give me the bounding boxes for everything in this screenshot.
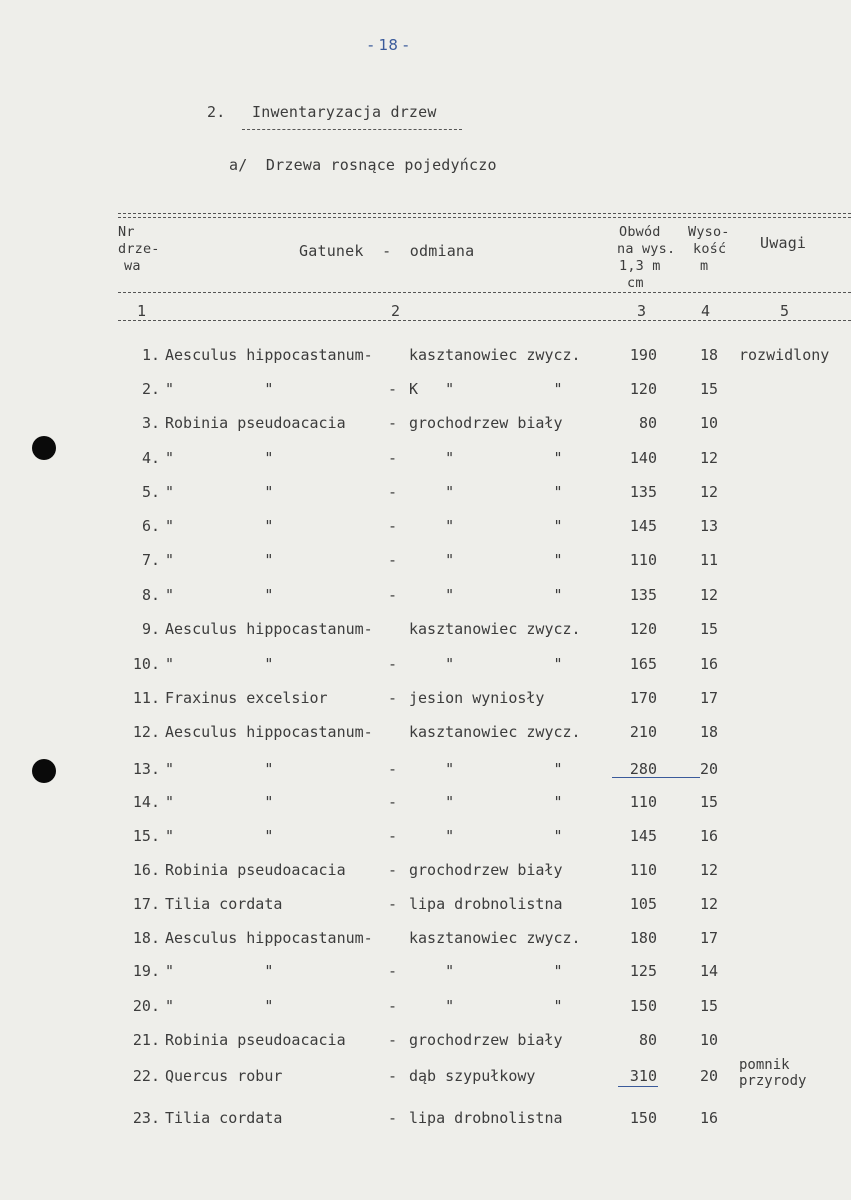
cell-girth: 210 <box>629 723 657 741</box>
cell-polish-name: kasztanowiec zwycz. <box>409 929 581 947</box>
cell-polish-name: " " <box>409 827 563 845</box>
table-row <box>0 620 851 640</box>
cell-latin-name: Fraxinus excelsior <box>165 689 328 707</box>
cell-polish-name: " " <box>409 655 563 673</box>
cell-polish-name: " " <box>409 962 563 980</box>
table-row <box>0 346 851 366</box>
cell-latin-name: Aesculus hippocastanum- <box>165 929 373 947</box>
header-bottom-rule <box>118 292 851 293</box>
cell-latin-name: " " <box>165 586 274 604</box>
column-number-rule <box>118 320 851 321</box>
cell-nr: 23. <box>132 1109 160 1127</box>
cell-polish-name: kasztanowiec zwycz. <box>409 346 581 364</box>
section-title: Inwentaryzacja drzew <box>252 103 437 121</box>
cell-dash: - <box>388 449 398 467</box>
cell-nr: 1. <box>141 346 160 364</box>
cell-girth: 110 <box>629 861 657 879</box>
cell-polish-name: grochodrzew biały <box>409 414 563 432</box>
cell-height: 12 <box>699 449 718 467</box>
cell-latin-name: " " <box>165 997 274 1015</box>
cell-height: 18 <box>699 346 718 364</box>
cell-girth: 165 <box>629 655 657 673</box>
cell-polish-name: grochodrzew biały <box>409 1031 563 1049</box>
cell-girth: 140 <box>629 449 657 467</box>
cell-dash: - <box>388 861 398 879</box>
table-row <box>0 827 851 847</box>
cell-girth: 125 <box>629 962 657 980</box>
cell-polish-name: kasztanowiec zwycz. <box>409 723 581 741</box>
cell-latin-name: Tilia cordata <box>165 1109 283 1127</box>
table-row <box>0 449 851 469</box>
cell-height: 17 <box>699 929 718 947</box>
cell-girth: 145 <box>629 827 657 845</box>
section-number: 2. <box>207 103 226 121</box>
cell-nr: 11. <box>132 689 160 707</box>
cell-nr: 20. <box>132 997 160 1015</box>
table-row <box>0 1109 851 1129</box>
cell-latin-name: " " <box>165 551 274 569</box>
cell-girth: 180 <box>629 929 657 947</box>
cell-latin-name: " " <box>165 517 274 535</box>
column-number-4: 4 <box>701 302 711 320</box>
cell-polish-name: " " <box>409 997 563 1015</box>
cell-nr: 22. <box>132 1067 160 1085</box>
table-row <box>0 414 851 434</box>
cell-girth: 80 <box>638 1031 657 1049</box>
cell-latin-name: " " <box>165 483 274 501</box>
table-row <box>0 793 851 813</box>
header-girth-line4: cm <box>627 275 644 291</box>
cell-polish-name: " " <box>409 551 563 569</box>
cell-height: 12 <box>699 895 718 913</box>
cell-dash: - <box>388 1031 398 1049</box>
page-number: - 18 - <box>368 36 409 54</box>
cell-height: 20 <box>699 1067 718 1085</box>
header-nr-line3: wa <box>124 258 141 274</box>
table-row <box>0 380 851 400</box>
cell-girth: 120 <box>629 620 657 638</box>
cell-girth: 105 <box>629 895 657 913</box>
cell-dash: - <box>388 793 398 811</box>
cell-dash: - <box>388 380 398 398</box>
cell-height: 16 <box>699 1109 718 1127</box>
cell-height: 15 <box>699 793 718 811</box>
cell-dash: - <box>388 997 398 1015</box>
cell-latin-name: " " <box>165 655 274 673</box>
cell-polish-name: " " <box>409 517 563 535</box>
cell-nr: 8. <box>141 586 160 604</box>
cell-latin-name: " " <box>165 793 274 811</box>
cell-polish-name: " " <box>409 483 563 501</box>
cell-height: 16 <box>699 655 718 673</box>
cell-height: 11 <box>699 551 718 569</box>
table-row <box>0 517 851 537</box>
header-notes: Uwagi <box>760 234 807 252</box>
cell-girth: 135 <box>629 586 657 604</box>
cell-polish-name: " " <box>409 449 563 467</box>
cell-nr: 18. <box>132 929 160 947</box>
table-row <box>0 895 851 915</box>
cell-height: 13 <box>699 517 718 535</box>
cell-girth: 190 <box>629 346 657 364</box>
cell-girth: 280 <box>629 760 657 778</box>
column-number-5: 5 <box>780 302 790 320</box>
table-row <box>0 1057 851 1089</box>
table-row <box>0 760 851 780</box>
cell-nr: 9. <box>141 620 160 638</box>
heading-underline <box>242 129 462 130</box>
cell-nr: 17. <box>132 895 160 913</box>
cell-dash: - <box>388 895 398 913</box>
cell-notes: rozwidlony <box>739 346 830 364</box>
cell-nr: 19. <box>132 962 160 980</box>
table-row <box>0 586 851 606</box>
cell-height: 17 <box>699 689 718 707</box>
cell-height: 12 <box>699 861 718 879</box>
table-row <box>0 997 851 1017</box>
cell-latin-name: Aesculus hippocastanum- <box>165 723 373 741</box>
cell-dash: - <box>388 689 398 707</box>
cell-polish-name: jesion wyniosły <box>409 689 545 707</box>
table-top-rule <box>118 213 851 214</box>
cell-height: 14 <box>699 962 718 980</box>
cell-notes: pomnik przyrody <box>739 1057 807 1089</box>
cell-polish-name: lipa drobnolistna <box>409 1109 563 1127</box>
cell-nr: 14. <box>132 793 160 811</box>
cell-dash: - <box>388 1067 398 1085</box>
cell-dash: - <box>388 827 398 845</box>
table-row <box>0 1031 851 1051</box>
table-row <box>0 929 851 949</box>
table-row <box>0 655 851 675</box>
table-row <box>0 689 851 709</box>
cell-polish-name: dąb szypułkowy <box>409 1067 536 1085</box>
cell-girth: 135 <box>629 483 657 501</box>
cell-height: 20 <box>699 760 718 778</box>
cell-girth: 80 <box>638 414 657 432</box>
header-nr-line2: drze- <box>118 241 160 257</box>
cell-girth: 110 <box>629 551 657 569</box>
cell-nr: 10. <box>132 655 160 673</box>
cell-nr: 16. <box>132 861 160 879</box>
cell-height: 15 <box>699 997 718 1015</box>
cell-nr: 13. <box>132 760 160 778</box>
cell-height: 18 <box>699 723 718 741</box>
cell-latin-name: Robinia pseudoacacia <box>165 1031 346 1049</box>
header-girth-line2: na wys. <box>617 241 676 257</box>
cell-polish-name: " " <box>409 793 563 811</box>
table-top-rule-2 <box>118 217 851 218</box>
cell-latin-name: " " <box>165 827 274 845</box>
cell-dash: - <box>388 962 398 980</box>
cell-height: 10 <box>699 1031 718 1049</box>
cell-nr: 4. <box>141 449 160 467</box>
cell-height: 15 <box>699 620 718 638</box>
cell-latin-name: Aesculus hippocastanum- <box>165 346 373 364</box>
header-girth-line1: Obwód <box>619 224 661 240</box>
header-height-line2: kość <box>693 241 727 257</box>
column-number-1: 1 <box>137 302 147 320</box>
cell-polish-name: kasztanowiec zwycz. <box>409 620 581 638</box>
cell-polish-name: K " " <box>409 380 563 398</box>
cell-nr: 12. <box>132 723 160 741</box>
cell-latin-name: Quercus robur <box>165 1067 283 1085</box>
cell-girth: 110 <box>629 793 657 811</box>
cell-polish-name: " " <box>409 760 563 778</box>
cell-polish-name: " " <box>409 586 563 604</box>
column-number-2: 2 <box>391 302 401 320</box>
subheading: a/ Drzewa rosnące pojedyńczo <box>229 156 497 174</box>
cell-girth: 150 <box>629 997 657 1015</box>
cell-latin-name: " " <box>165 380 274 398</box>
cell-dash: - <box>388 551 398 569</box>
cell-latin-name: " " <box>165 449 274 467</box>
cell-nr: 3. <box>141 414 160 432</box>
cell-nr: 21. <box>132 1031 160 1049</box>
cell-latin-name: " " <box>165 760 274 778</box>
table-row <box>0 962 851 982</box>
column-number-3: 3 <box>637 302 647 320</box>
cell-height: 10 <box>699 414 718 432</box>
table-row <box>0 861 851 881</box>
header-species: Gatunek - odmiana <box>299 242 475 260</box>
table-row <box>0 483 851 503</box>
cell-nr: 5. <box>141 483 160 501</box>
header-nr-line1: Nr <box>118 224 135 240</box>
handwritten-underline-row-13 <box>612 777 700 778</box>
cell-latin-name: Tilia cordata <box>165 895 283 913</box>
cell-nr: 15. <box>132 827 160 845</box>
cell-dash: - <box>388 483 398 501</box>
cell-dash: - <box>388 760 398 778</box>
handwritten-underline-row-22 <box>618 1086 658 1087</box>
cell-nr: 2. <box>141 380 160 398</box>
cell-dash: - <box>388 414 398 432</box>
cell-height: 15 <box>699 380 718 398</box>
cell-nr: 6. <box>141 517 160 535</box>
cell-dash: - <box>388 655 398 673</box>
table-row <box>0 551 851 571</box>
cell-dash: - <box>388 586 398 604</box>
cell-dash: - <box>388 517 398 535</box>
cell-height: 12 <box>699 586 718 604</box>
cell-girth: 170 <box>629 689 657 707</box>
cell-latin-name: Robinia pseudoacacia <box>165 414 346 432</box>
cell-latin-name: Aesculus hippocastanum- <box>165 620 373 638</box>
cell-polish-name: lipa drobnolistna <box>409 895 563 913</box>
cell-latin-name: " " <box>165 962 274 980</box>
cell-nr: 7. <box>141 551 160 569</box>
cell-polish-name: grochodrzew biały <box>409 861 563 879</box>
header-girth-line3: 1,3 m <box>619 258 661 274</box>
cell-latin-name: Robinia pseudoacacia <box>165 861 346 879</box>
cell-height: 12 <box>699 483 718 501</box>
cell-girth: 150 <box>629 1109 657 1127</box>
cell-dash: - <box>388 1109 398 1127</box>
header-height-line3: m <box>700 258 709 274</box>
cell-girth: 310 <box>629 1067 657 1085</box>
cell-height: 16 <box>699 827 718 845</box>
cell-girth: 145 <box>629 517 657 535</box>
table-row <box>0 723 851 743</box>
cell-girth: 120 <box>629 380 657 398</box>
header-height-line1: Wyso- <box>688 224 730 240</box>
